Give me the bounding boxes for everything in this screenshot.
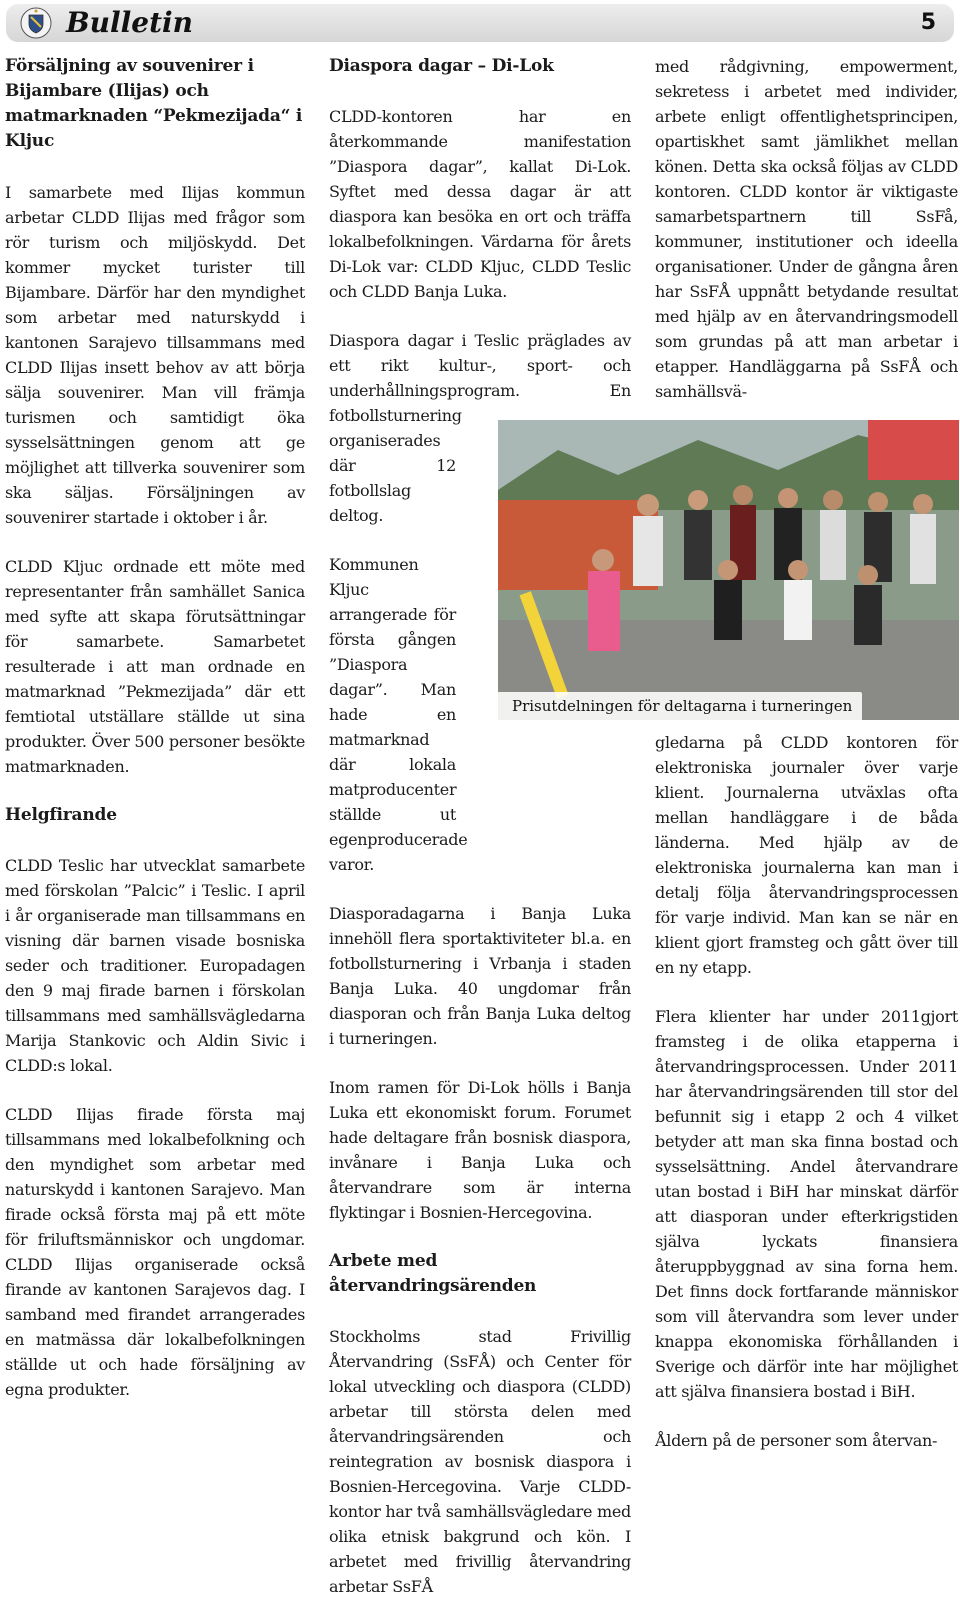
paragraph: CLDD Teslic har utvecklat samarbete med förskolan ”Palcic” i Teslic. I april i år organiserade man tillsammans en visning där barnen visade bosniska seder och traditioner. Europadagen den 9 maj firade barnen i förskolan tillsammans med samhällsvägledarna Marija Stankovic och Aldin Sivic i CLDD:s lokal. <box>5 856 305 1075</box>
paragraph: Inom ramen för Di-Lok hölls i Banja Luka ett ekonomiskt forum. Forumet hade deltagare från bosnisk diaspora, invånare i Banja Luka och återvandrare som är interna flyktingar i Bosnien-Hercegovina. <box>329 1078 631 1222</box>
article-heading-atervandring: Arbete med återvandringsärenden <box>329 1251 537 1296</box>
crest-logo-icon <box>20 7 52 39</box>
paragraph: CLDD Ilijas firade första maj tillsammans med lokalbefolkning och den myndighet som arbetar med naturskydd i kantonen Sarajevo. Man firade också första maj på ett möte för friluftsmänniskor och ungdomar. CLDD Ilijas organiserade också firande av kantonen Sarajevos dag. I samband med firandet arrangerades en matmässa där lokalbefolkningen ställde ut och hade försäljning av egna produkter. <box>5 1105 305 1399</box>
paragraph: Stockholms stad Frivillig Återvandring (SsFÅ) och Center för lokal utveckling och diaspora (CLDD) arbetar till största delen med återvandringsärenden och reintegration av bosnisk diaspora i Bosnien-Hercegovina. Varje CLDD-kontor har två samhällsvägledare med olika etnisk bakgrund och kön. I arbetet med frivillig återvandring arbetar SsFÅ <box>329 1327 631 1596</box>
photo-award-ceremony <box>498 420 959 720</box>
article-heading-helgfirande: Helgfirande <box>5 805 117 825</box>
paragraph: Diasporadagarna i Banja Luka innehöll flera sportaktiviteter bl.a. en fotbollsturnering i Vrbanja i staden Banja Luka. 40 ungdomar från diasporan och från Banja Luka deltog i turneringen. <box>329 904 631 1048</box>
paragraph: I samarbete med Ilijas kommun arbetar CLDD Ilijas med frågor som rör turism och miljöskydd. Det kommer mycket turister till Bijambare. Därför har den myndighet som arbetar med naturskydd i kantonen Sarajevo tillsammans med CLDD Ilijas insett behov av att börja sälja souvenirer. Man vill främja turismen och samtidigt öka sysselsättningen genom att ge möjlighet att tillverka souvenirer som ska säljas. Försäljningen av souvenirer startade i oktober i år. <box>5 183 305 527</box>
paragraph: gledarna på CLDD kontoren för elektroniska journaler över varje klient. Journalerna utväxlas ofta mellan handläggare i de båda länderna. Med hjälp av de elektroniska journalerna kan man i detalj följa återvandringsprocessen för varje individ. Man kan se när en klient gjort framsteg och gått över till en ny etapp. <box>655 733 958 977</box>
article-heading-souvenirs: Försäljning av souvenirer i Bijambare (Ilijas) och matmarknaden “Pekmezijada“ i Kljuc <box>5 56 303 151</box>
page-number: 5 <box>920 10 936 35</box>
paragraph: organiserades där 12 fotbollslag deltog. <box>329 431 456 525</box>
bulletin-header <box>6 4 954 42</box>
column-right-top <box>655 54 958 428</box>
column-left <box>5 54 305 1426</box>
column-right-bottom <box>655 730 958 1477</box>
column-middle <box>329 54 631 1623</box>
paragraph: med rådgivning, empowerment, sekretess i arbetet med individer, arbete enligt offentlighetsprincipen, opartiskhet samt jämlikhet mellan könen. Detta ska också följas av CLDD kontoren. CLDD kontor är viktigaste samarbetspartnern till SsFå, kommuner, institutioner och ideella organisationer. Under de gångna åren har SsFÅ uppnått betydande resultat med hjälp av en återvandringsmodell som grundas på att man arbetar i etapper. Handläggarna på SsFÅ och samhällsvä- <box>655 57 958 401</box>
paragraph: CLDD-kontoren har en återkommande manifestation ”Diaspora dagar”, kallat Di-Lok. Syftet med dessa dagar är att diaspora kan besöka en ort och träffa lokalbefolkningen. Värdarna för årets Di-Lok var: CLDD Kljuc, CLDD Teslic och CLDD Banja Luka. <box>329 107 631 301</box>
page-title: Bulletin <box>66 6 194 39</box>
photo-caption: Prisutdelningen för deltagarna i turneringen <box>498 692 862 720</box>
paragraph: Kommunen Kljuc arrangerade för första gången ”Diaspora dagar”. Man hade en matmarknad där lokala matproducenter ställde ut egenproducerade varor. <box>329 555 468 874</box>
paragraph: Flera klienter har under 2011gjort framsteg i de olika etapperna i återvandringsprocessen. Under 2011 har återvandringsärenden till stor del befunnit sig i etapp 2 och 4 vilket betyder att man ska finna bostad och sysselsättning. Andel återvandrare utan bostad i BiH har minskat därför att diasporan under efterkrigstiden själva lyckats finansiera återuppbyggnad av sina forna hem. Det finns dock fortfarande människor som vill återvandra som lever under knappa ekonomiska förhållanden i Sverige och därför inte har möjlighet att själva finansiera bostad i BiH. <box>655 1007 958 1401</box>
article-heading-diaspora: Diaspora dagar – Di-Lok <box>329 56 554 76</box>
paragraph: CLDD Kljuc ordnade ett möte med representanter från samhället Sanica med syfte att skapa förutsättningar för samarbete. Samarbetet resulterade i att man ordnade en matmarknad ”Pekmezijada” där ett femtiotal utställare ställde ut sina produkter. Över 500 personer besökte matmarknaden. <box>5 557 305 776</box>
paragraph: Diaspora dagar i Teslic präglades av ett rikt kultur-, sport- och underhållningsprogram. En fotbollsturnering <box>329 331 631 425</box>
photo-illustration <box>498 420 959 720</box>
paragraph: Åldern på de personer som återvan- <box>655 1431 938 1450</box>
